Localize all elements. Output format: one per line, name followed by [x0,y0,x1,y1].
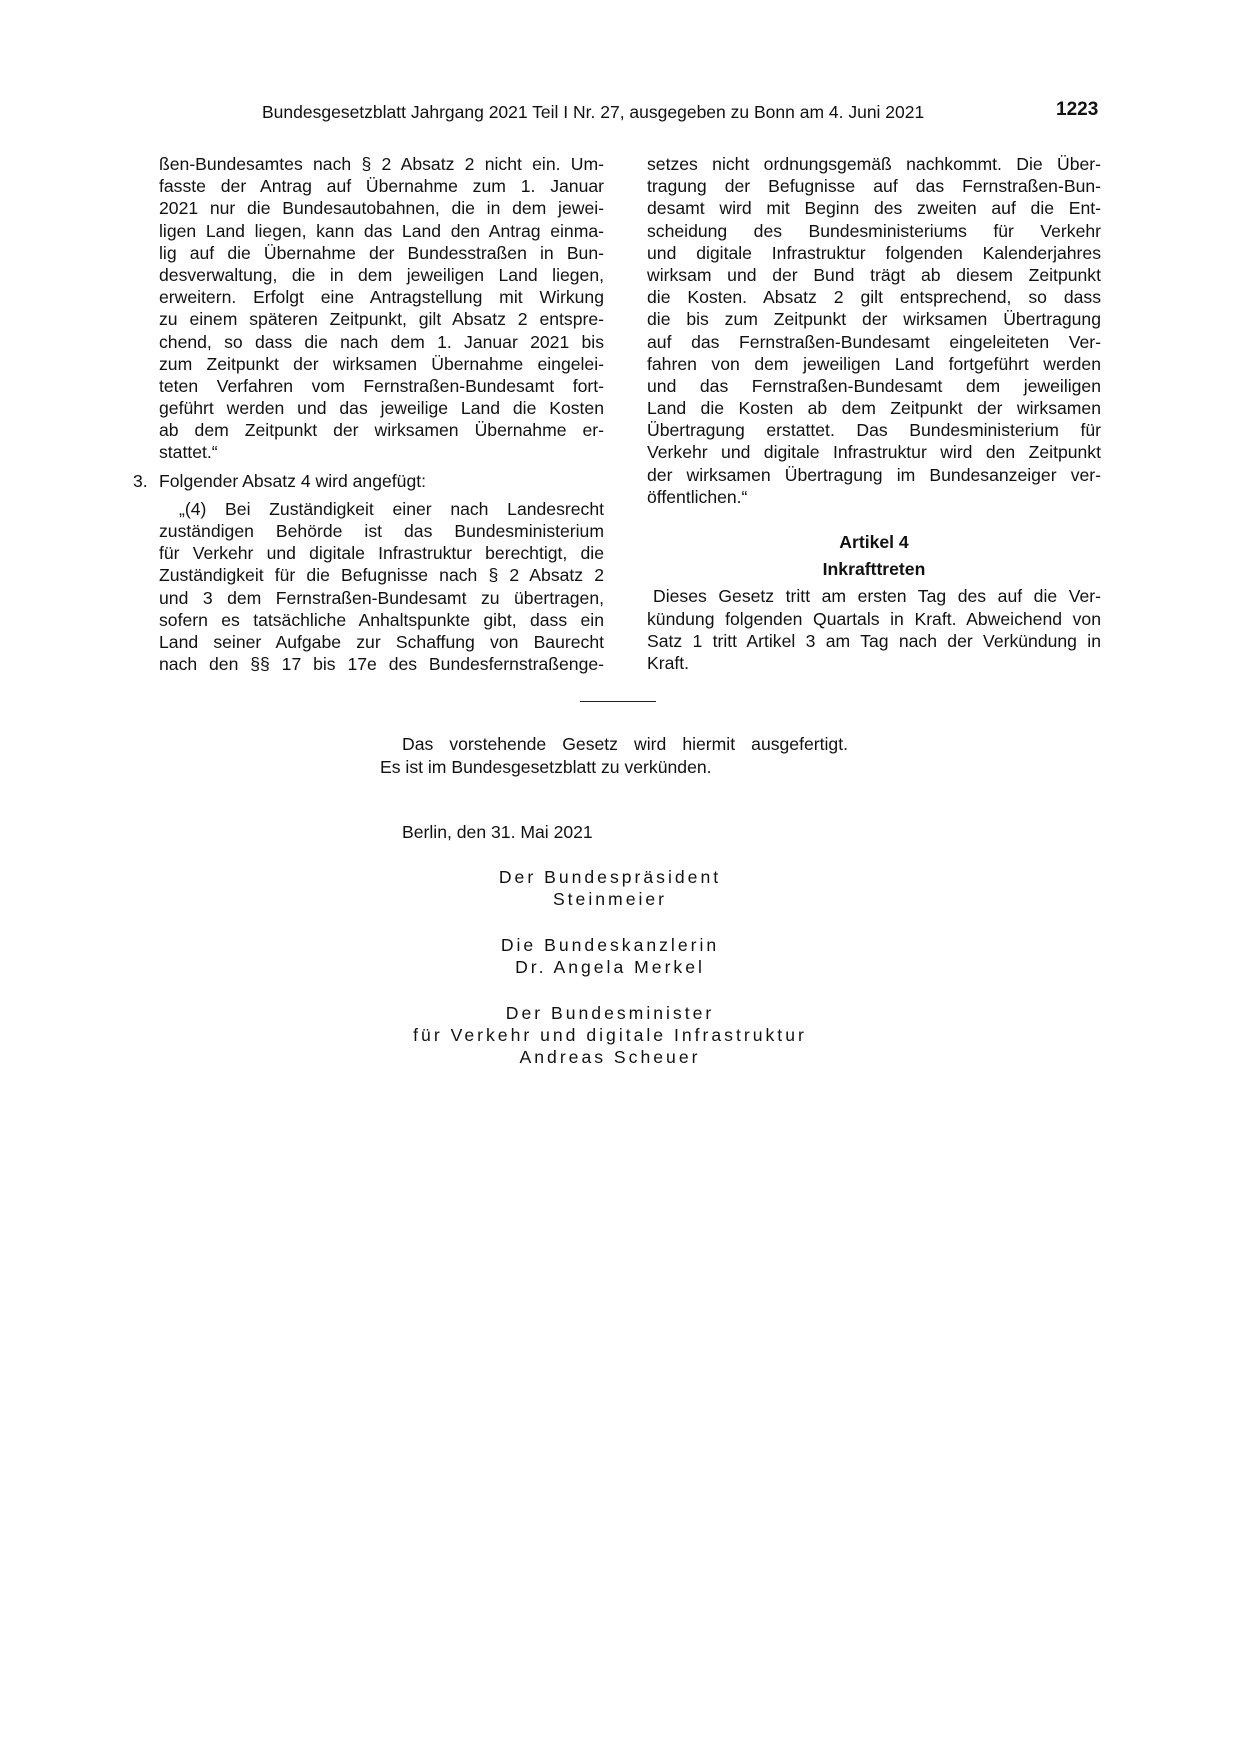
right-column [647,153,1101,674]
numbered-item-3 [133,470,604,492]
text-line: Übertragung erstattet. Das Bundesministerium für [647,420,1101,441]
text-line: Land die Kosten ab dem Zeitpunkt der wirksamen [647,398,1101,419]
item-text: Folgender Absatz 4 wird angefügt: [159,470,427,491]
paragraph-continuation [647,153,1101,508]
text-line: die bis zum Zeitpunkt der wirksamen Übertragung [647,309,1101,330]
text-line: tragung der Befugnisse auf das Fernstraßen-Bun- [647,176,1101,197]
enactment-formula-line-2: Es ist im Bundesgesetzblatt zu verkünden. [380,757,712,777]
text-line: Zuständigkeit für die Befugnisse nach § 2 Absatz 2 [159,565,604,586]
text-line: ligen Land liegen, kann das Land den Antrag einma- [159,220,604,241]
text-line: kündung folgenden Quartals in Kraft. Abweichend von [647,608,1101,629]
article-4-text [647,585,1101,674]
text-line: und digitale Infrastruktur folgenden Kalenderjahres [647,242,1101,263]
text-line: Verkehr und digitale Infrastruktur wird den Zeitpunkt [647,442,1101,463]
text-line: 2021 nur die Bundesautobahnen, die in dem jewei- [159,198,604,219]
text-line: ßen-Bundesamtes nach § 2 Absatz 2 nicht ein. Um- [159,154,604,174]
text-line: sofern es tatsächliche Anhaltspunkte gibt, dass ein [159,609,604,630]
text-line: und 3 dem Fernstraßen-Bundesamt zu übertragen, [159,587,604,608]
text-line: Kraft. [647,652,690,673]
paragraph-4 [159,498,604,676]
chancellor-name: Dr. Angela Merkel [515,957,705,978]
article-title: Inkrafttreten [822,559,926,580]
signature-chancellor [380,934,840,978]
text-line: öffentlichen.“ [647,486,748,507]
paragraph-continuation [159,153,604,464]
text-line: und das Fernstraßen-Bundesamt dem jeweiligen [647,375,1101,396]
text-line: lig auf die Übernahme der Bundesstraßen in Bun- [159,242,604,263]
text-line: chend, so dass die nach dem 1. Januar 2021 bis [159,331,604,352]
president-title: Der Bundespräsident [498,867,722,887]
chancellor-title: Die Bundeskanzlerin [500,935,720,955]
text-line: Land seiner Aufgabe zur Schaffung von Baurecht [159,631,604,652]
text-line: der wirksamen Übertragung im Bundesanzeiger ver- [647,464,1101,485]
text-line: die Kosten. Absatz 2 gilt entsprechend, so dass [647,287,1101,308]
section-divider [580,701,656,702]
text-line: ab dem Zeitpunkt der wirksamen Übernahme er- [159,420,604,441]
text-line: Satz 1 tritt Artikel 3 am Tag nach der Verkündung in [647,630,1101,651]
minister-title: Der Bundesminister [505,1003,715,1023]
enactment-formula-line-1: Das vorstehende Gesetz wird hiermit ausgefertigt. [402,734,848,754]
text-line: setzes nicht ordnungsgemäß nachkommt. Die Über- [647,154,1101,174]
text-line: wirksam und der Bund trägt ab diesem Zeitpunkt [647,264,1101,285]
signature-president [380,866,840,910]
text-line: stattet.“ [159,442,218,463]
text-line: desamt wird mit Beginn des zweiten auf die Ent- [647,198,1101,219]
text-line: desverwaltung, die in dem jeweiligen Land liegen, [159,264,604,285]
text-line: scheidung des Bundesministeriums für Verkehr [647,220,1101,241]
text-line: zu einem späteren Zeitpunkt, gilt Absatz 2 entspre- [159,309,604,330]
gazette-header-title: Bundesgesetzblatt Jahrgang 2021 Teil I Nr. 27, ausgegeben zu Bonn am 4. Juni 2021 [262,102,925,122]
place-and-date: Berlin, den 31. Mai 2021 [402,822,593,842]
text-line: für Verkehr und digitale Infrastruktur berechtigt, die [159,543,604,564]
text-line: geführt werden und das jeweilige Land die Kosten [159,398,604,419]
text-line: auf das Fernstraßen-Bundesamt eingeleiteten Ver- [647,331,1101,352]
text-line: erweitern. Erfolgt eine Antragstellung mit Wirkung [159,287,604,308]
item-number: 3. [133,470,148,491]
minister-name: Andreas Scheuer [519,1047,701,1068]
page-number: 1223 [1056,99,1099,120]
president-name: Steinmeier [552,889,668,910]
article-heading: Artikel 4 [839,532,909,552]
text-line: fasste der Antrag auf Übernahme zum 1. Januar [159,176,604,197]
left-column [133,153,604,675]
text-line: zuständigen Behörde ist das Bundesministerium [159,521,604,541]
text-line: teten Verfahren vom Fernstraßen-Bundesamt fort- [159,375,604,396]
text-line: fahren von dem jeweiligen Land fortgeführt werden [647,353,1101,374]
minister-department: für Verkehr und digitale Infrastruktur [413,1025,807,1046]
text-line: nach den §§ 17 bis 17e des Bundesfernstraßenge- [159,654,604,675]
signature-minister [380,1002,840,1069]
text-line: „(4) Bei Zuständigkeit einer nach Landesrecht [179,498,604,519]
text-line: Dieses Gesetz tritt am ersten Tag des auf die Ver- [653,586,1101,607]
text-line: zum Zeitpunkt der wirksamen Übernahme eingelei- [159,353,604,374]
